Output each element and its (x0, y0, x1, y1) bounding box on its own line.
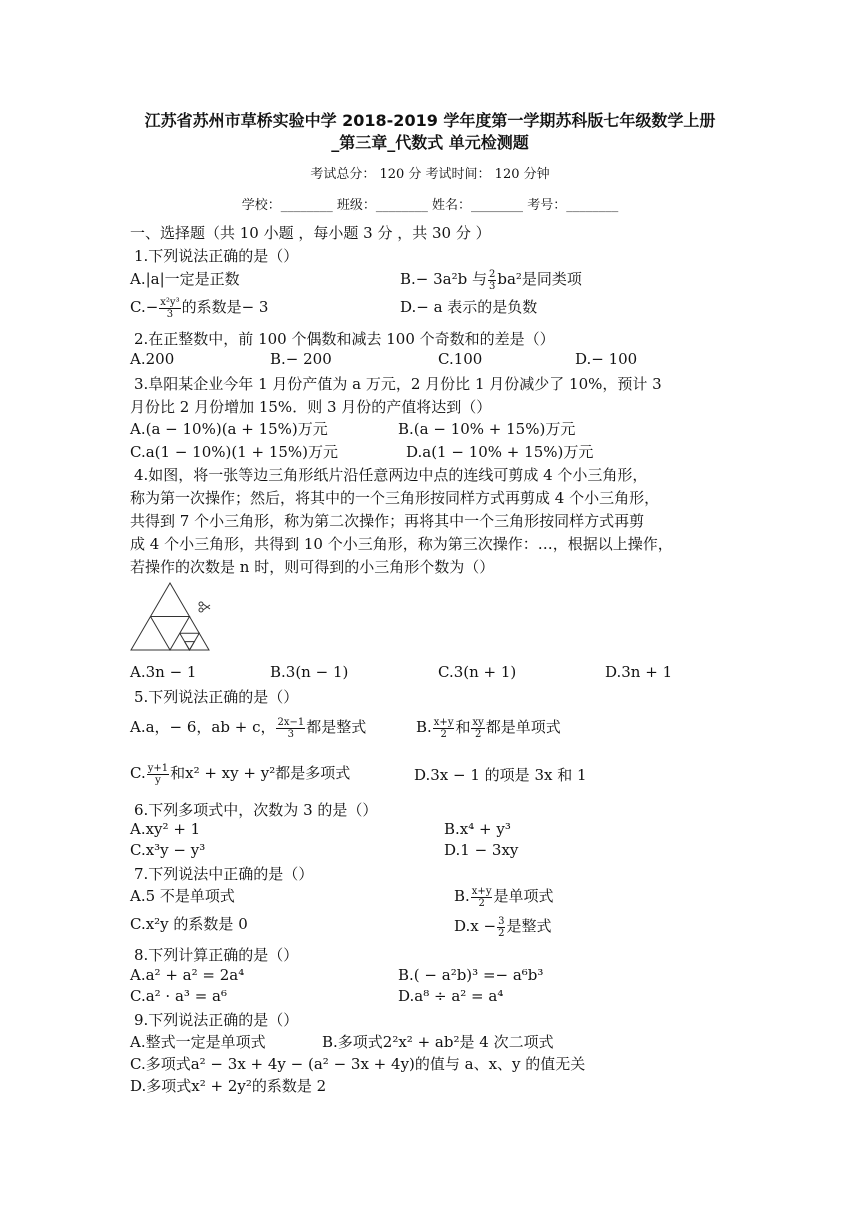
q2-option-d: D.− 100 (575, 350, 638, 368)
q3-option-a: A.(a − 10%)(a + 15%)万元 (130, 420, 328, 438)
exam-title-line2: _第三章_代数式 单元检测题 (331, 133, 529, 152)
q9-option-a: A.整式一定是单项式 (130, 1033, 266, 1051)
q7-stem: 7.下列说法中正确的是（） (134, 865, 314, 883)
student-fields: 学校：________ 班级：________ 姓名：________ 考号：________ (241, 198, 619, 213)
q3-option-b: B.(a − 10% + 15%)万元 (398, 420, 576, 438)
q4-stem-line1: 4.如图，将一张等边三角形纸片沿任意两边中点的连线可剪成 4 个小三角形， (134, 466, 648, 484)
q5-option-a: A.a，− 6，ab + c， $\frac{2x-1}{3}$ 都是整式 (130, 716, 367, 740)
q3-option-c: C.a(1 − 10%)(1 + 15%)万元 (130, 443, 339, 461)
q4-option-d: D.3n + 1 (605, 663, 673, 681)
q7-option-c: C.x²y 的系数是 0 (130, 915, 248, 933)
q6-option-c: C.x³y − y³ (130, 841, 206, 859)
q8-option-c: C.a² · a³ = a⁶ (130, 987, 227, 1005)
q1-option-d: D.− a 表示的是负数 (400, 298, 538, 316)
q6-option-b: B.x⁴ + y³ (444, 820, 511, 838)
q8-option-d: D.a⁸ ÷ a² = a⁴ (398, 987, 504, 1005)
q3-stem-line2: 月份比 2 月份增加 15%．则 3 月份的产值将达到（） (130, 398, 492, 416)
q2-option-b: B.− 200 (270, 350, 332, 368)
q2-option-c: C.100 (438, 350, 483, 368)
q7-option-b: B. $\frac{x+y}{2}$ 是单项式 (454, 885, 554, 909)
q4-stem-line2: 称为第一次操作；然后，将其中的一个三角形按同样方式再剪成 4 个小三角形， (130, 489, 660, 507)
q1-stem: 1.下列说法正确的是（） (134, 247, 299, 265)
q8-option-a: A.a² + a² = 2a⁴ (130, 966, 245, 984)
q1-option-b: B.− 3a²b 与 $\frac{2}{3}$ ba²是同类项 (400, 268, 582, 292)
q3-stem-line1: 3.阜阳某企业今年 1 月份产值为 a 万元，2 月份比 1 月份减少了 10%，预计 3 (134, 375, 662, 393)
section-heading: 一、选择题（共 10 小题 ，每小题 3 分 ，共 30 分 ） (130, 224, 491, 242)
q8-option-b: B.( − a²b)³ =− a⁶b³ (398, 966, 544, 984)
triangle-figure (128, 580, 212, 654)
q3-option-d: D.a(1 − 10% + 15%)万元 (406, 443, 594, 461)
q5-stem: 5.下列说法正确的是（） (134, 688, 299, 706)
third-cut-lines (185, 642, 195, 650)
q6-option-d: D.1 − 3xy (444, 841, 519, 859)
q1-option-c: C.− $\frac{\text{x²y³}}{3}$ 的系数是− 3 (130, 296, 269, 320)
q9-option-c: C.多项式a² − 3x + 4y − (a² − 3x + 4y)的值与 a、x、y 的值无关 (130, 1055, 586, 1073)
q7-option-d: D.x − $\frac{3}{2}$ 是整式 (454, 915, 552, 939)
q4-stem-line3: 共得到 7 个小三角形，称为第二次操作；再将其中一个三角形按同样方式再剪 (130, 512, 645, 530)
q4-option-c: C.3(n + 1) (438, 663, 517, 681)
q9-option-b: B.多项式2²x² + ab²是 4 次二项式 (322, 1033, 554, 1051)
q4-option-a: A.3n − 1 (130, 663, 197, 681)
q5-option-b: B. $\frac{x+y}{2}$ 和 $\frac{xy}{2}$ 都是单项式 (416, 716, 561, 740)
exam-title-line1: 江苏省苏州市草桥实验中学 2018-2019 学年度第一学期苏科版七年级数学上册 (144, 111, 716, 130)
q7-option-a: A.5 不是单项式 (130, 887, 235, 905)
exam-info: 考试总分： 120 分 考试时间： 120 分钟 (310, 167, 550, 182)
q2-stem: 2.在正整数中，前 100 个偶数和减去 100 个奇数和的差是（） (134, 330, 555, 348)
q6-stem: 6.下列多项式中，次数为 3 的是（） (134, 801, 378, 819)
q9-stem: 9.下列说法正确的是（） (134, 1011, 299, 1029)
q4-option-b: B.3(n − 1) (270, 663, 349, 681)
q6-option-a: A.xy² + 1 (130, 820, 201, 838)
q5-option-d: D.3x − 1 的项是 3x 和 1 (414, 766, 587, 784)
q8-stem: 8.下列计算正确的是（） (134, 946, 299, 964)
q9-option-d: D.多项式x² + 2y²的系数是 2 (130, 1077, 327, 1095)
q4-stem-line5: 若操作的次数是 n 时，则可得到的小三角形个数为（） (130, 558, 495, 576)
q4-stem-line4: 成 4 个小三角形，共得到 10 个小三角形，称为第三次操作：…，根据以上操作， (130, 535, 673, 553)
q5-option-c: C. $\frac{y+1}{y}$ 和x² + xy + y²都是多项式 (130, 762, 351, 786)
q1-option-a: A.|a|一定是正数 (130, 270, 240, 288)
q2-option-a: A.200 (130, 350, 175, 368)
scissors-icon (199, 602, 210, 612)
